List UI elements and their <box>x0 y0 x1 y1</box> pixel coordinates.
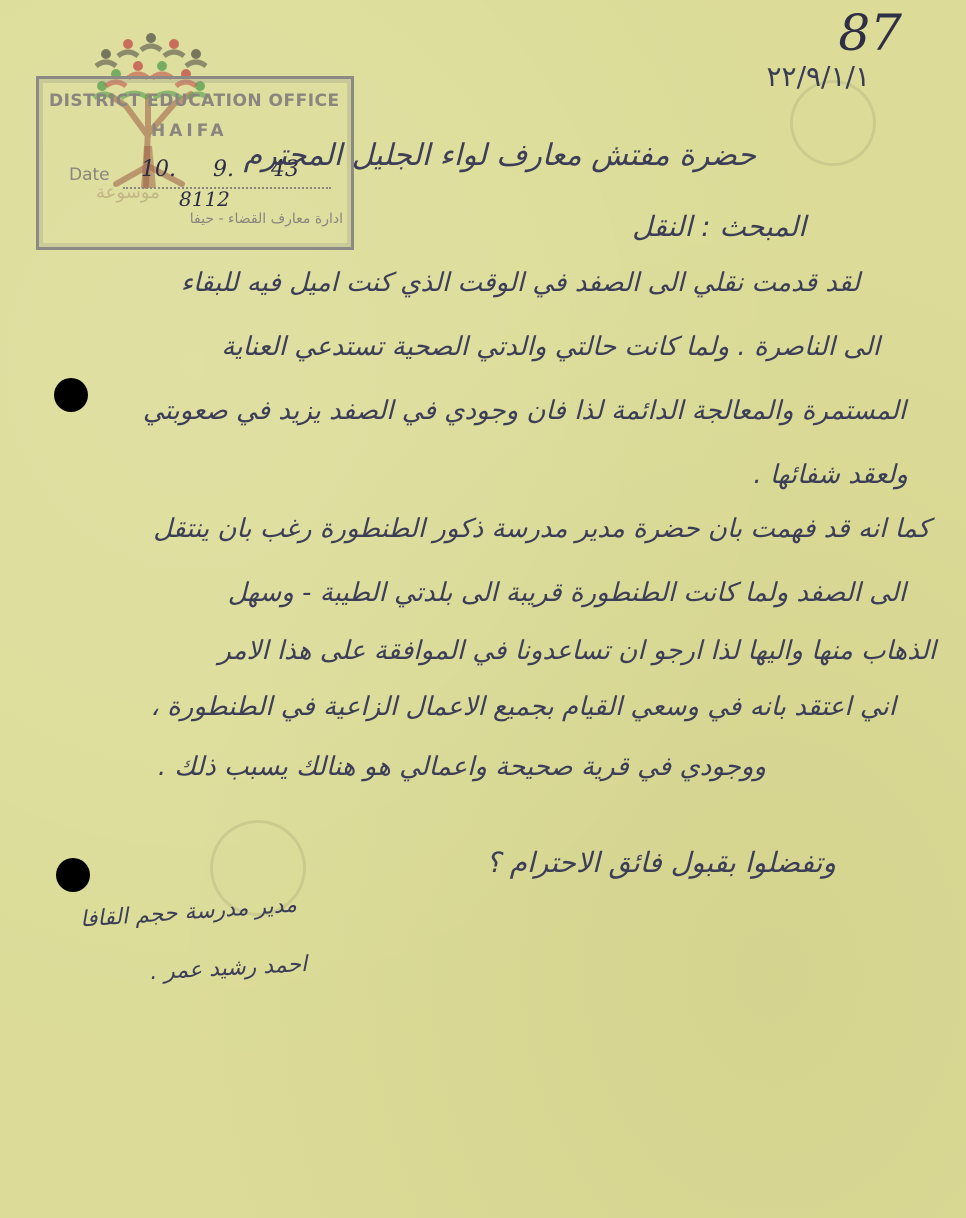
page-number: 87 <box>838 4 902 62</box>
reference-number: ٢٢/٩/١/١ <box>766 60 870 93</box>
watermark-text: موسوعة <box>96 182 160 203</box>
signature-title: مدير مدرسة حجم القافا <box>79 892 298 933</box>
paragraph2-line: الى الصفد ولما كانت الطنطورة قريبة الى بلدتي الطيبة - وسهل <box>227 578 906 608</box>
stamp-date-value: 10. 9. 43 <box>141 157 299 182</box>
paragraph2-line: ووجودي في قرية صحيحة واعمالي هو هنالك يسبب ذلك . <box>157 752 766 782</box>
stamp-date-label: Date <box>69 165 110 185</box>
paragraph2-line: كما انه قد فهمت بان حضرة مدير مدرسة ذكور الطنطورة رغب بان ينتقل <box>153 514 930 544</box>
stamp-serial-number: 8112 <box>179 187 230 211</box>
paragraph2-line: الذهاب منها واليها لذا ارجو ان تساعدونا في الموافقة على هذا الامر <box>218 636 936 666</box>
paragraph1-line: لقد قدمت نقلي الى الصفد في الوقت الذي كنت اميل فيه للبقاء <box>180 268 860 298</box>
letter-subject: المبحث : النقل <box>632 210 806 243</box>
letter-closing: وتفضلوا بقبول فائق الاحترام ؟ <box>485 846 836 879</box>
punch-hole-top <box>54 378 88 412</box>
stamp-city: HAIFA <box>151 121 228 141</box>
signature-name: احمد رشيد عمر . <box>149 951 308 986</box>
punch-hole-bottom <box>56 858 90 892</box>
paragraph1-line: ولعقد شفائها . <box>753 460 908 490</box>
letter-addressee: حضرة مفتش معارف لواء الجليل المحترم <box>243 138 756 173</box>
stamp-arabic-text: ادارة معارف القضاء - حيفا <box>189 211 343 227</box>
paragraph2-line: اني اعتقد بانه في وسعي القيام بجميع الاعمال الزاعية في الطنطورة ، <box>150 692 896 722</box>
stamp-office-name: DISTRICT EDUCATION OFFICE <box>49 91 340 111</box>
paragraph1-line: الى الناصرة . ولما كانت حالتي والدتي الصحية تستدعي العناية <box>221 332 880 362</box>
paragraph1-line: المستمرة والمعالجة الدائمة لذا فان وجودي في الصفد يزيد في صعوبتي <box>142 396 906 426</box>
